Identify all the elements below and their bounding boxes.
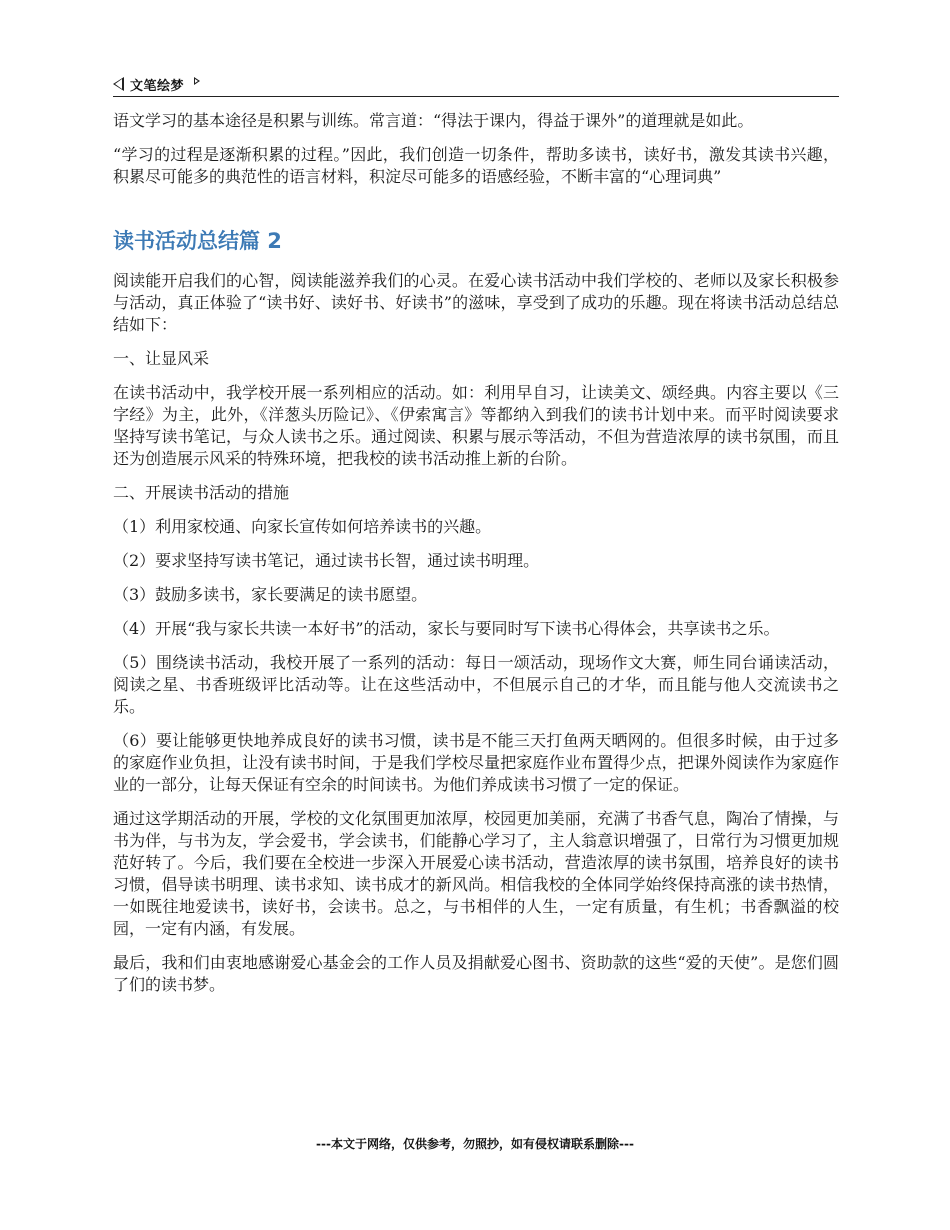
page-footer: ---本文于网络，仅供参考，勿照抄，如有侵权请联系删除--- [316,1137,634,1151]
body-paragraph: 通过这学期活动的开展，学校的文化氛围更加浓厚，校园更加美丽，充满了书香气息，陶冶了情操，与书为伴，与书为友，学会爱书，学会读书，们能静心学习了，主人翁意识增强了，日常行为习惯更加规范好转了。今后，我们要在全校进一步深入开展爱心读书活动，营造浓厚的读书氛围，培养良好的读书习惯，倡导读书明理、读书求知、读书成才的新风尚。相信我校的全体同学始终保持高涨的读书热情，一如既往地爱读书，读好书，会读书。总之，与书相伴的人生，一定有质量，有生机；书香飘溢的校园，一定有内涵，有发展。 [113,809,839,938]
subheading: 一、让显风采 [113,349,210,368]
left-triangle-icon [113,77,124,91]
header-brand: 文笔绘梦 [130,78,185,94]
list-item: （2）要求坚持写读书笔记，通过读书长智，通过读书明理。 [113,551,540,570]
list-item: （3）鼓励多读书，家长要满足的读书愿望。 [113,585,428,604]
list-item: （1）利用家校通、向家长宣传如何培养读书的兴趣。 [113,517,492,536]
document-body [113,110,839,1008]
page-header [113,72,839,97]
subheading: 二、开展读书活动的措施 [113,483,290,502]
intro-paragraph: 语文学习的基本途径是积累与训练。常言道：“得法于课内，得益于课外”的道理就是如此。 [113,111,754,130]
list-item: （4）开展“我与家长共读一本好书”的活动，家长与要同时写下读书心得体会，共享读书之乐。 [113,619,780,638]
body-paragraph: 最后，我和们由衷地感谢爱心基金会的工作人员及捐献爱心图书、资助款的这些“爱的天使”。是您们圆了们的读书梦。 [113,953,839,994]
list-item: （5）围绕读书活动，我校开展了一系列的活动：每日一颂活动，现场作文大赛，师生同台诵读活动，阅读之星、书香班级评比活动等。让在这些活动中，不但展示自己的才华，而且能与他人交流读书之乐。 [113,653,839,716]
body-paragraph: 阅读能开启我们的心智，阅读能滋养我们的心灵。在爱心读书活动中我们学校的、老师以及家长积极参与活动，真正体验了“读书好、读好书、好读书”的滋味，享受到了成功的乐趣。现在将读书活动总结总结如下： [113,271,839,334]
body-paragraph: 在读书活动中，我学校开展一系列相应的活动。如：利用早自习，让读美文、颂经典。内容主要以《三字经》为主，此外，《洋葱头历险记》、《伊索寓言》等都纳入到我们的读书计划中来。而平时阅读要求坚持写读书笔记，与众人读书之乐。通过阅读、积累与展示等活动，不但为营造浓厚的读书氛围，而且还为创造展示风采的特殊环境，把我校的读书活动推上新的台阶。 [113,383,839,468]
section-title: 读书活动总结篇 2 [113,229,282,253]
right-triangle-icon [194,77,200,85]
intro-paragraph: “学习的过程是逐渐积累的过程。”因此，我们创造一切条件，帮助多读书，读好书，激发其读书兴趣，积累尽可能多的典范性的语言材料，积淀尽可能多的语感经验，不断丰富的“心理词典” [113,145,839,186]
list-item: （6）要让能够更快地养成良好的读书习惯，读书是不能三天打鱼两天晒网的。但很多时候，由于过多的家庭作业负担，让没有读书时间，于是我们学校尽量把家庭作业布置得少点，把课外阅读作为家庭作业的一部分，让每天保证有空余的时间读书。为他们养成读书习惯了一定的保证。 [113,731,839,794]
